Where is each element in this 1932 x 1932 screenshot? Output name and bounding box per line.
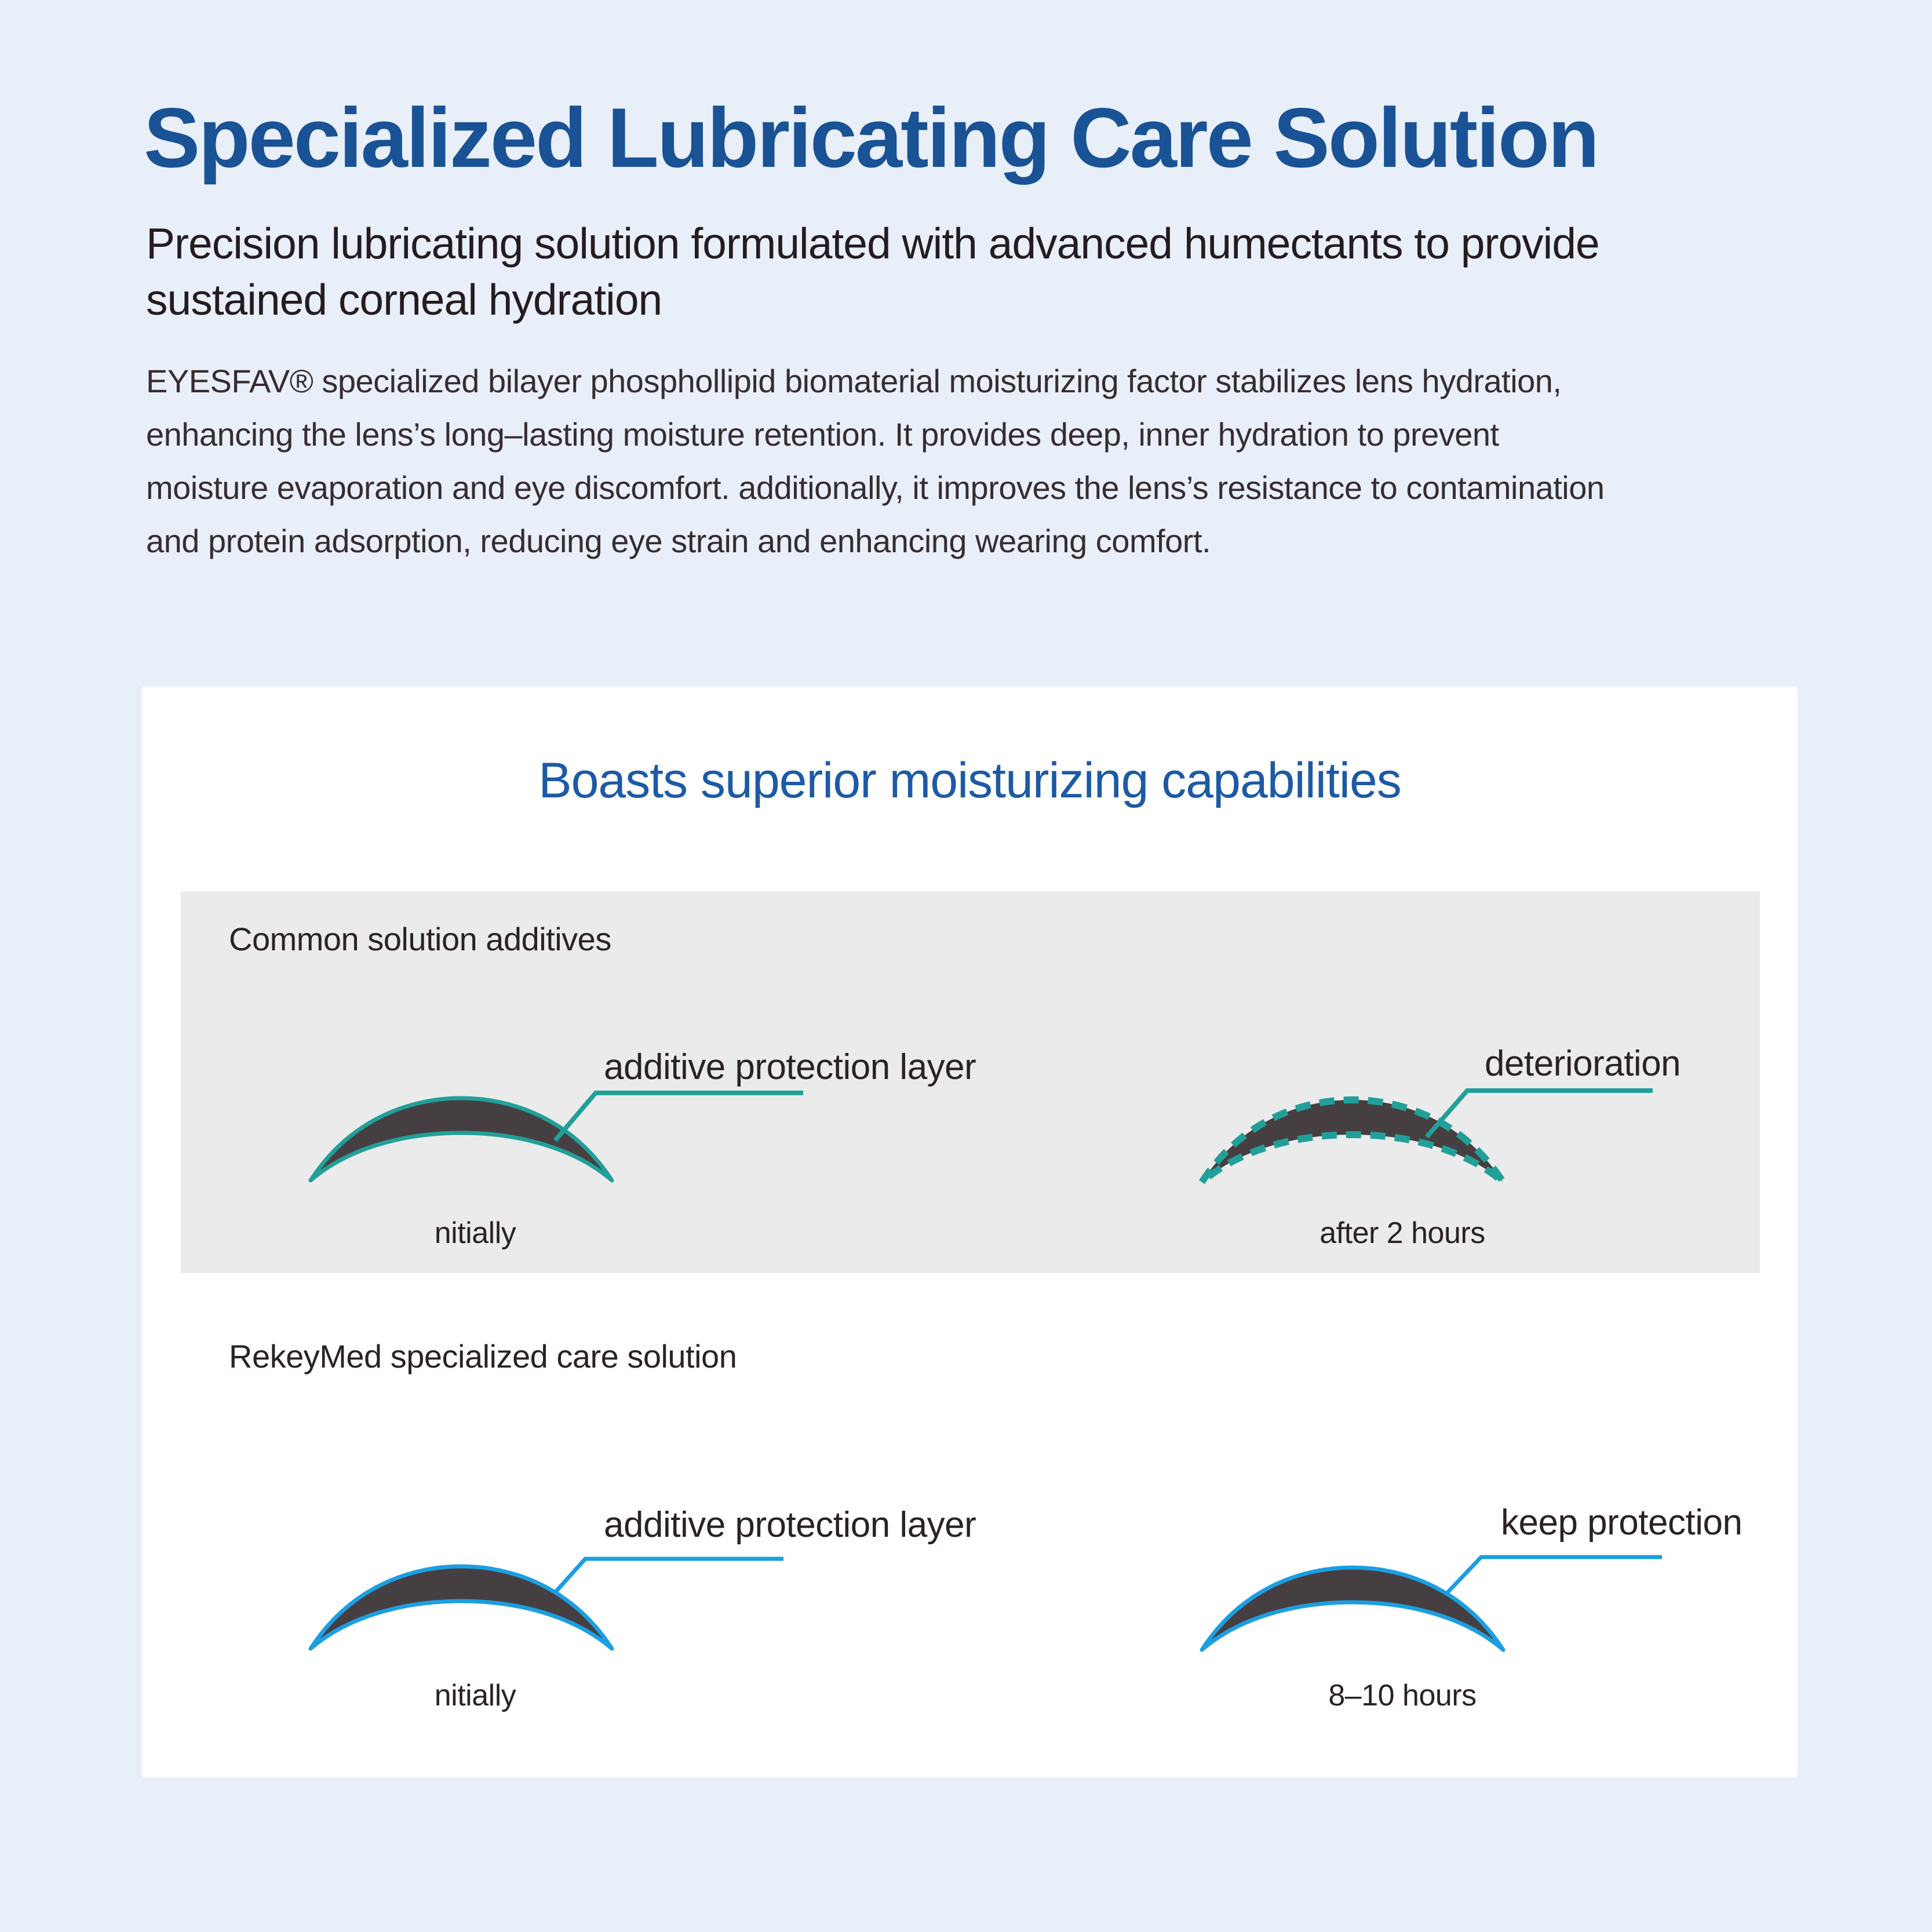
section-label-rekeymed: RekeyMed specialized care solution (229, 1338, 737, 1375)
caption-rekeymed-initial: nitially (434, 1679, 516, 1712)
callout-label-deterioration: deterioration (1485, 1044, 1681, 1084)
page-subtitle (146, 216, 1599, 328)
lens-diagram-common-initial-icon (307, 1096, 615, 1183)
section-label-common: Common solution additives (229, 921, 611, 957)
caption-after-2-hours: after 2 hours (1319, 1216, 1485, 1250)
caption-8-10-hours: 8–10 hours (1328, 1679, 1477, 1712)
subtitle-line: Precision lubricating solution formulated with advanced humectants to provide (146, 219, 1599, 268)
description-line: enhancing the lens’s long–lasting moisture retention. It provides deep, inner hydration to prevent (146, 416, 1499, 453)
lens-diagram-rekeymed-protected-icon (1198, 1566, 1507, 1653)
description-line: and protein adsorption, reducing eye strain and enhancing wearing comfort. (146, 523, 1211, 559)
callout-label-common-initial: additive protection layer (604, 1047, 976, 1087)
card-heading: Boasts superior moisturizing capabilities (538, 753, 1401, 808)
callout-label-rekeymed-initial: additive protection layer (604, 1505, 976, 1545)
callout-label-keep-protection: keep protection (1501, 1503, 1743, 1543)
lens-diagram-rekeymed-initial-icon (307, 1565, 615, 1652)
caption-common-initial: nitially (434, 1216, 516, 1250)
subtitle-line: sustained corneal hydration (146, 275, 662, 324)
lens-diagram-common-deteriorated-icon (1198, 1098, 1507, 1185)
description-line: EYESFAV® specialized bilayer phosphollipid biomaterial moisturizing factor stabilizes lens hydration, (146, 363, 1562, 399)
product-description (146, 355, 1605, 568)
description-line: moisture evaporation and eye discomfort. additionally, it improves the lens’s resistance to contamination (146, 469, 1605, 506)
page-title: Specialized Lubricating Care Solution (144, 90, 1598, 185)
